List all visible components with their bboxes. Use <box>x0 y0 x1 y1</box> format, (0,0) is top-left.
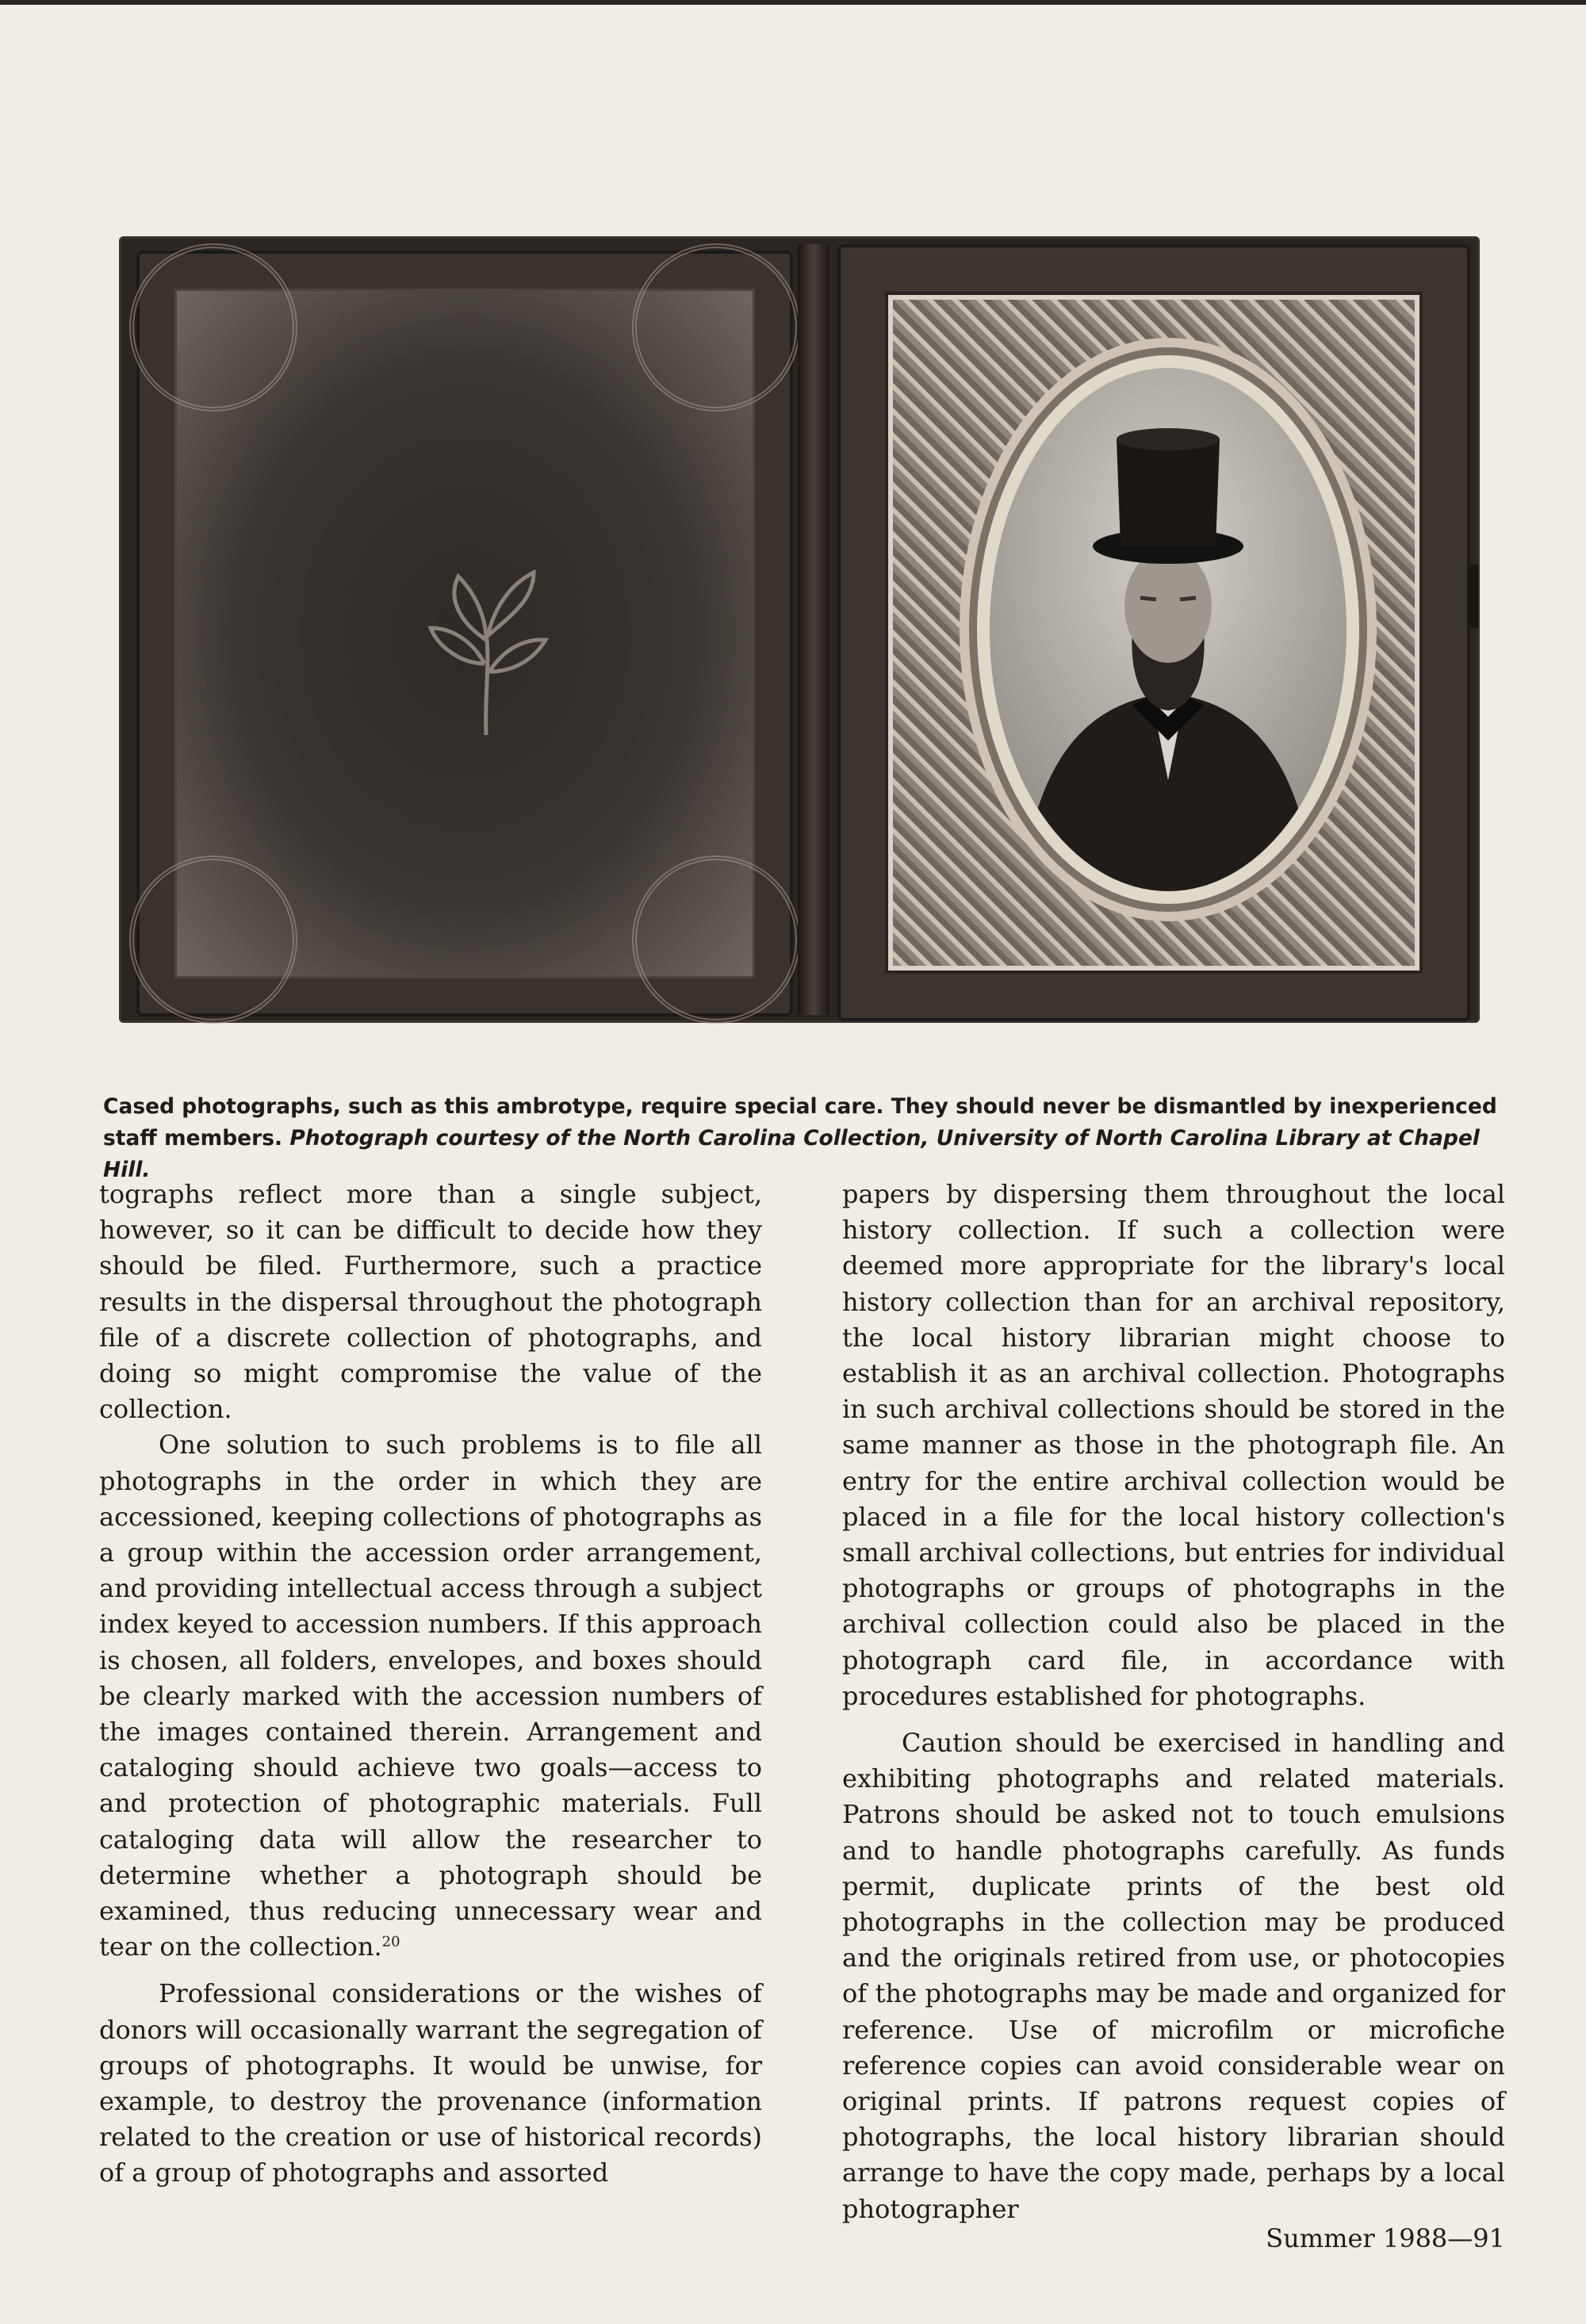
ambrotype-photograph <box>119 236 1480 1023</box>
right-column <box>842 1177 1505 2227</box>
ornament-icon <box>129 243 297 412</box>
case-right-panel <box>837 244 1470 1021</box>
brass-mat <box>888 295 1419 971</box>
paragraph <box>99 1427 762 1965</box>
case-left-panel <box>136 251 793 1017</box>
man-in-top-hat-portrait <box>990 368 1347 891</box>
page-folio: Summer 1988—91 <box>1266 2223 1505 2253</box>
caption-credit: Photograph courtesy of the North Carolina Collection, University of North Carolina Library at Chapel Hill. <box>103 1126 1480 1182</box>
case-hinge <box>798 244 829 1015</box>
paragraph: tographs reflect more than a single subject, however, so it can be difficult to decide how they should be filed. Furthermore, such a practice results in the dispersal throughout the photograph file of a discrete collection of photographs, and doing so might compromise the value of the collection. <box>99 1179 762 1425</box>
velvet-lining <box>174 289 755 978</box>
footnote-reference: 20 <box>381 1933 400 1951</box>
ornament-icon <box>632 243 800 412</box>
figure-caption <box>103 1091 1507 1186</box>
caption-text: Cased photographs, such as this ambrotype, require special care. They should never be dismantled by inexperienced staff members. <box>103 1094 1497 1151</box>
paragraph: Professional considerations or the wishes of donors will occasionally warrant the segregation of groups of photographs. It would be unwise, for example, to destroy the provenance (information related to the creation or use of historical records) of a group of photographs and assorted <box>99 1978 762 2188</box>
paragraph: papers by dispersing them throughout the local history collection. If such a collection were deemed more appropriate for the library's local history collection than for an archival repository, the local history librarian might choose to establish it as an archival collection. Photographs in such archival collections should be stored in the same manner as those in the photograph file. An entry for the entire archival collection would be placed in a file for the local history collection's small archival collections, but entries for individual photographs or groups of photographs in the archival collection could also be placed in the photograph card file, in accordance with procedures established for photographs. <box>842 1179 1505 1711</box>
ornament-icon <box>129 856 297 1024</box>
ornament-icon <box>632 856 800 1024</box>
page-top-edge <box>0 0 1586 5</box>
portrait-oval <box>977 355 1359 904</box>
paragraph: Caution should be exercised in handling and exhibiting photographs and related materials. Patrons should be asked not to touch emulsions and to handle photographs carefully. As funds permit, duplicate prints of the best old photographs in the collection may be produced and the originals retired from use, or photocopies of the photographs may be made and organized for reference. Use of microfilm or microfiche reference copies can avoid considerable wear on original prints. If patrons request copies of photographs, the local history librarian should arrange to have the copy made, perhaps by a local photographer <box>842 1728 1505 2224</box>
case-clasp <box>1469 565 1478 628</box>
floral-ornament-icon <box>415 553 557 743</box>
paragraph-text: One solution to such problems is to file all photographs in the order in which they are accessioned, keeping collections of photographs as a group within the accession order arrangement, and providing intellectual access through a subject index keyed to accession numbers. If this approach is chosen, all folders, envelopes, and boxes should be clearly marked with the accession numbers of the images contained therein. Arrangement and cataloging should achieve two goals—access to and protection of photographic materials. Full cataloging data will allow the researcher to determine whether a photograph should be examined, thus reducing unnecessary wear and tear on the collection. <box>99 1430 762 1962</box>
left-column <box>99 1177 762 2192</box>
